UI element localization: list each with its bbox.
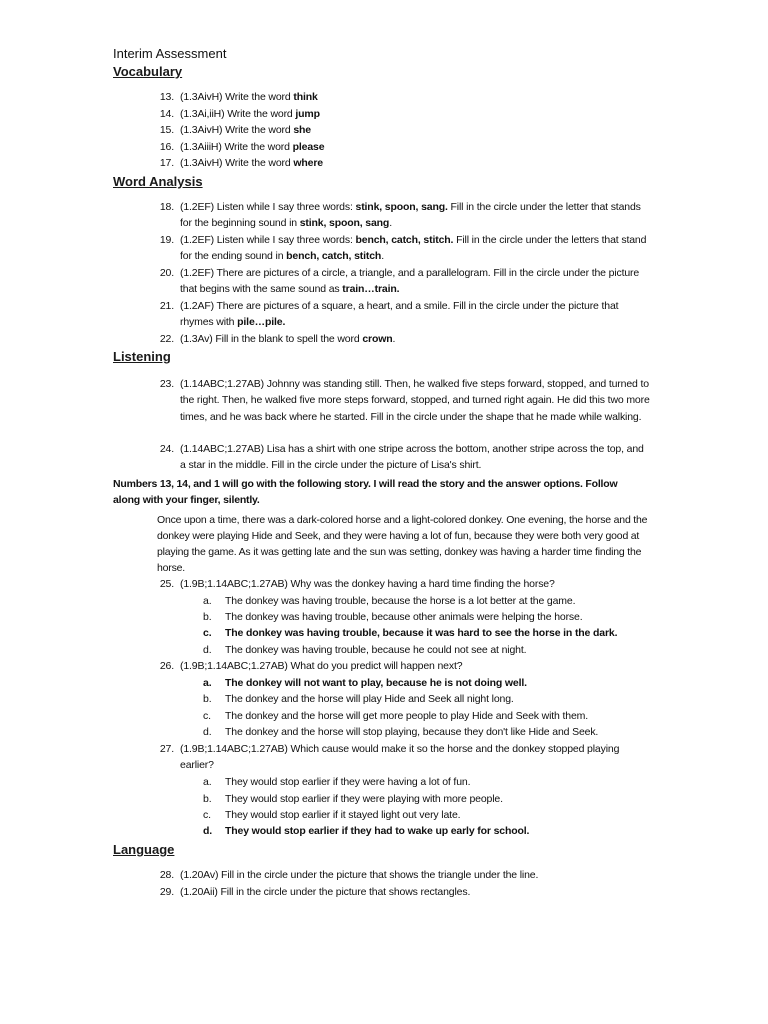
question-19: 19. (1.2EF) Listen while I say three words: bench, catch, stitch. Fill in the circle under the letters that stand for the ending sound in bench, catch, stitch. (159, 234, 647, 263)
question-29: 29. (1.20Aii) Fill in the circle under the picture that shows rectangles. (159, 886, 471, 898)
answer-option: d. The donkey was having trouble, because he could not see at night. (203, 644, 527, 656)
question-14: 14. (1.3Ai,iiH) Write the word jump (159, 108, 320, 120)
answer-option: a. The donkey was having trouble, because the horse is a lot better at the game. (203, 595, 576, 607)
section-heading-listening: Listening (113, 349, 171, 364)
question-17: 17. (1.3AivH) Write the word where (159, 157, 323, 169)
story-instructions: Numbers 13, 14, and 1 will go with the following story. I will read the story and the answer options. Follow along with your finger, silently. (113, 478, 618, 506)
question-25: 25. (1.9B;1.14ABC;1.27AB) Why was the donkey having a hard time finding the horse? (159, 578, 555, 590)
answer-option-correct: a. The donkey will not want to play, because he is not doing well. (203, 677, 527, 689)
question-15: 15. (1.3AivH) Write the word she (159, 124, 311, 136)
answer-option: c. The donkey and the horse will get more people to play Hide and Seek with them. (203, 710, 589, 722)
document-title: Interim Assessment (113, 46, 227, 61)
question-13: 13. (1.3AivH) Write the word think (159, 91, 318, 103)
answer-option-correct: c. The donkey was having trouble, because it was hard to see the horse in the dark. (203, 627, 618, 639)
question-23: 23. (1.14ABC;1.27AB) Johnny was standing still. Then, he walked five steps forward, stopped, and turned to the right. Then, he walked five more steps forward, stopped, and turned right again. He did this two more times, and he was back where he started. Fill in the circle under the shape that he made while walking. (159, 378, 650, 423)
question-16: 16. (1.3AiiiH) Write the word please (159, 141, 325, 153)
answer-option: b. The donkey was having trouble, because other animals were helping the horse. (203, 611, 583, 623)
answer-option: c. They would stop earlier if it stayed light out very late. (203, 809, 461, 821)
question-22: 22. (1.3Av) Fill in the blank to spell the word crown. (159, 333, 396, 345)
answer-option: d. The donkey and the horse will stop playing, because they don't like Hide and Seek. (203, 726, 599, 738)
answer-option-correct: d. They would stop earlier if they had to wake up early for school. (203, 825, 530, 837)
question-28: 28. (1.20Av) Fill in the circle under the picture that shows the triangle under the line. (159, 869, 539, 881)
question-21: 21. (1.2AF) There are pictures of a square, a heart, and a smile. Fill in the circle under the picture that rhymes with pile…pile. (159, 300, 619, 329)
question-26: 26. (1.9B;1.14ABC;1.27AB) What do you predict will happen next? (159, 660, 463, 672)
question-24: 24. (1.14ABC;1.27AB) Lisa has a shirt with one stripe across the bottom, another stripe across the top, and a star in the middle. Fill in the circle under the picture of Lisa's shirt. (159, 443, 644, 472)
question-20: 20. (1.2EF) There are pictures of a circle, a triangle, and a parallelogram. Fill in the circle under the picture that begins with the same sound as train…train. (159, 267, 640, 296)
question-18: 18. (1.2EF) Listen while I say three words: stink, spoon, sang. Fill in the circle under the letter that stands for the beginning sound in stink, spoon, sang. (159, 201, 641, 230)
section-heading-word-analysis: Word Analysis (113, 174, 203, 189)
section-heading-vocabulary: Vocabulary (113, 64, 183, 79)
answer-option: a. They would stop earlier if they were having a lot of fun. (203, 776, 471, 788)
section-heading-language: Language (113, 842, 175, 857)
story-passage: Once upon a time, there was a dark-colored horse and a light-colored donkey. One evening, the horse and the donkey were playing Hide and Seek, and they were having a lot of fun, because they were both very good at playing the game. As it was getting late and the sun was setting, donkey was having a harder time finding the horse. (157, 514, 648, 574)
answer-option: b. The donkey and the horse will play Hide and Seek all night long. (203, 693, 514, 705)
answer-option: b. They would stop earlier if they were playing with more people. (203, 793, 503, 805)
question-27: 27. (1.9B;1.14ABC;1.27AB) Which cause would make it so the horse and the donkey stopped playing earlier? (159, 743, 620, 772)
